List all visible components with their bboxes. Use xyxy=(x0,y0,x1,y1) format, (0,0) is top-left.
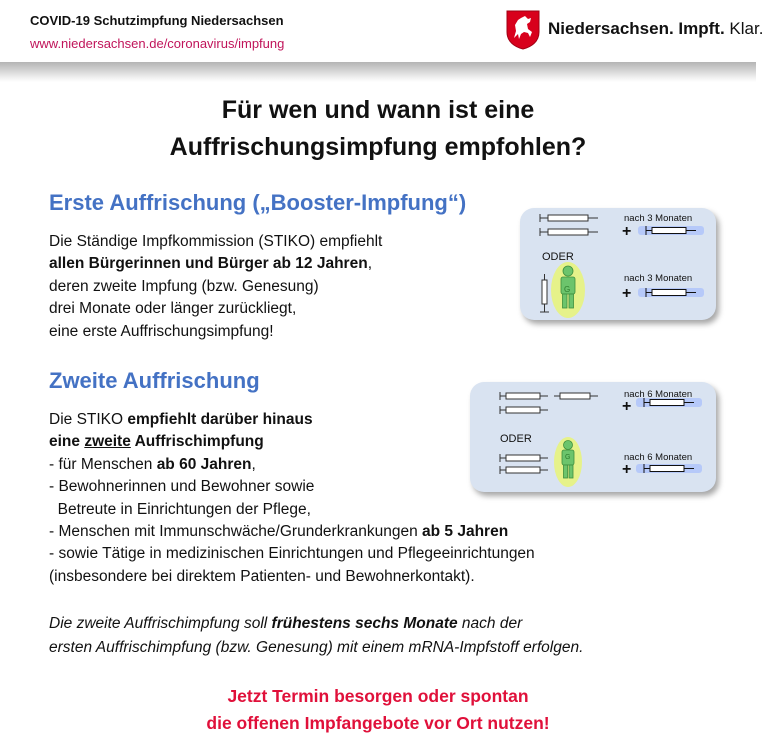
booster1-oder-label: ODER xyxy=(542,251,574,263)
header-shadow-divider xyxy=(0,62,756,82)
logo-text-bold: Niedersachsen. Impft. xyxy=(548,19,725,38)
section1-line2-bold: allen Bürgerinnen und Bürger ab 12 Jahren xyxy=(49,255,368,273)
section2-line1-bold: empfiehlt darüber hinaus xyxy=(127,411,313,428)
header-url-link[interactable]: www.niedersachsen.de/coronavirus/impfung xyxy=(30,36,285,51)
page-title xyxy=(0,92,756,166)
section2-line4: - Bewohnerinnen und Bewohner sowie xyxy=(49,478,315,496)
booster2-oder-label: ODER xyxy=(500,433,532,445)
section2-line6-a: - Menschen mit Immunschwäche/Grunderkrankungen xyxy=(49,523,423,541)
plus-icon: + xyxy=(622,223,632,240)
cta-line1: Jetzt Termin besorgen oder spontan xyxy=(227,686,529,706)
section1-text xyxy=(49,231,382,343)
timing-note-line1 xyxy=(49,612,583,636)
timing-note-line2: ersten Auffrischimpfung (bzw. Genesung) mit einem mRNA-Impfstoff erfolgen. xyxy=(49,639,584,656)
section2-line1-a: Die STIKO xyxy=(49,411,128,428)
section2-text xyxy=(49,409,535,588)
plus-icon: + xyxy=(622,285,632,302)
section2-line2 xyxy=(49,431,535,453)
section2-line8: (insbesondere bei direktem Patienten- und Bewohnerkontakt). xyxy=(49,567,475,585)
niedersachsen-logo xyxy=(506,10,763,52)
header-title: COVID-19 Schutzimpfung Niedersachsen xyxy=(30,13,284,28)
section1-line2 xyxy=(49,253,382,275)
cta-line2: die offenen Impfangebote vor Ort nutzen! xyxy=(206,713,550,733)
timing-note xyxy=(49,612,583,660)
section1-line3: deren zweite Impfung (bzw. Genesung) xyxy=(49,277,319,295)
section1-line2-tail: , xyxy=(367,255,372,273)
booster2-interval-top: nach 6 Monaten xyxy=(624,389,693,400)
section2-heading: Zweite Auffrischung xyxy=(49,368,260,393)
section1-line5: eine erste Auffrischungsimpfung! xyxy=(49,322,274,340)
call-to-action xyxy=(0,683,756,737)
horse-shield-icon xyxy=(506,10,540,50)
section2-line3-bold: ab 60 Jahren xyxy=(156,455,252,473)
section2-line3 xyxy=(49,454,535,476)
page-title-line1: Für wen und wann ist eine xyxy=(221,96,535,124)
plus-icon: + xyxy=(622,398,632,415)
section2-line1 xyxy=(49,409,535,431)
booster1-syringes-graphic xyxy=(520,208,716,320)
section2-line2-underlined: zweite xyxy=(84,433,131,451)
section2-line2-c: Auffrischimpfung xyxy=(130,433,264,451)
person-badge: G xyxy=(565,454,571,461)
section2-line2-a: eine xyxy=(49,433,85,451)
timing-note-line1-a: Die zweite Auffrischimpfung soll xyxy=(49,615,272,632)
section1-heading: Erste Auffrischung („Booster-Impfung“) xyxy=(49,190,467,215)
plus-icon: + xyxy=(622,461,632,478)
section2-line3-a: - für Menschen xyxy=(49,455,157,473)
booster1-interval-bottom: nach 3 Monaten xyxy=(624,273,693,284)
booster1-info-graphic xyxy=(520,208,716,320)
section2-line3-c: , xyxy=(251,455,256,473)
section2-line7: - sowie Tätige in medizinischen Einrichtungen und Pflegeeinrichtungen xyxy=(49,545,535,563)
section1-line1: Die Ständige Impfkommission (STIKO) empfiehlt xyxy=(49,233,383,250)
booster2-info-graphic xyxy=(470,382,716,492)
timing-note-bold: frühestens sechs Monate xyxy=(271,615,458,632)
logo-text xyxy=(548,19,763,39)
person-badge: G xyxy=(564,285,571,294)
section2-line6-bold: ab 5 Jahren xyxy=(422,523,509,541)
page-title-line2: Auffrischungsimpfung empfohlen? xyxy=(169,133,587,161)
booster1-interval-top: nach 3 Monaten xyxy=(624,213,693,224)
section2-line5: Betreute in Einrichtungen der Pflege, xyxy=(49,500,311,518)
section2-line6 xyxy=(49,521,535,543)
logo-text-regular: Klar. xyxy=(724,19,763,38)
header xyxy=(0,0,763,62)
booster2-interval-bottom: nach 6 Monaten xyxy=(624,452,693,463)
syringe-icon xyxy=(540,214,598,236)
timing-note-line1-c: nach der xyxy=(457,615,523,632)
section1-line4: drei Monate oder länger zurückliegt, xyxy=(49,300,297,318)
